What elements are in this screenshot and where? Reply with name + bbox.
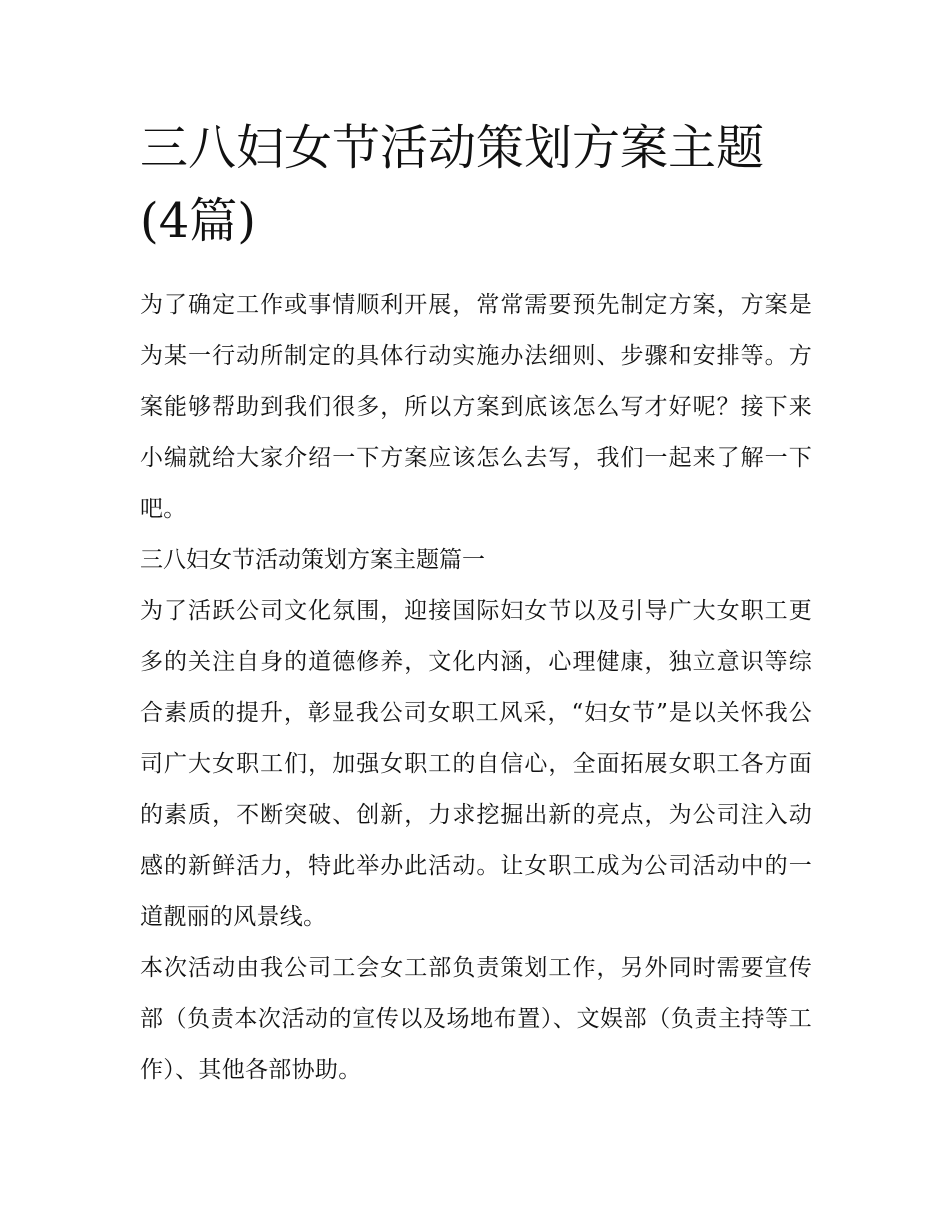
document-title: 三八妇女节活动策划方案主题(4篇) bbox=[140, 120, 765, 249]
intro-paragraph: 为了确定工作或事情顺利开展，常常需要预先制定方案，方案是为某一行动所制定的具体行动实施办法细则、步骤和安排等。方案能够帮助到我们很多，所以方案到底该怎么写才好呢？接下来小编就给大家介绍一下方案应该怎么去写，我们一起来了解一下吧。 bbox=[140, 292, 812, 522]
section-heading: 三八妇女节活动策划方案主题篇一 bbox=[140, 547, 485, 573]
body-paragraph-1: 为了活跃公司文化氛围，迎接国际妇女节以及引导广大女职工更多的关注自身的道德修养，文化内涵，心理健康，独立意识等综合素质的提升，彰显我公司女职工风采，“妇女节”是以关怀我公司广大女职工们，加强女职工的自信心，全面拓展女职工各方面的素质，不断突破、创新，力求挖掘出新的亮点，为公司注入动感的新鲜活力，特此举办此活动。让女职工成为公司活动中的一道靓丽的风景线。 bbox=[140, 598, 812, 930]
document-content bbox=[140, 112, 812, 1096]
body-paragraph-2: 本次活动由我公司工会女工部负责策划工作，另外同时需要宣传部（负责本次活动的宣传以及场地布置）、文娱部（负责主持等工作）、其他各部协助。 bbox=[140, 955, 812, 1083]
